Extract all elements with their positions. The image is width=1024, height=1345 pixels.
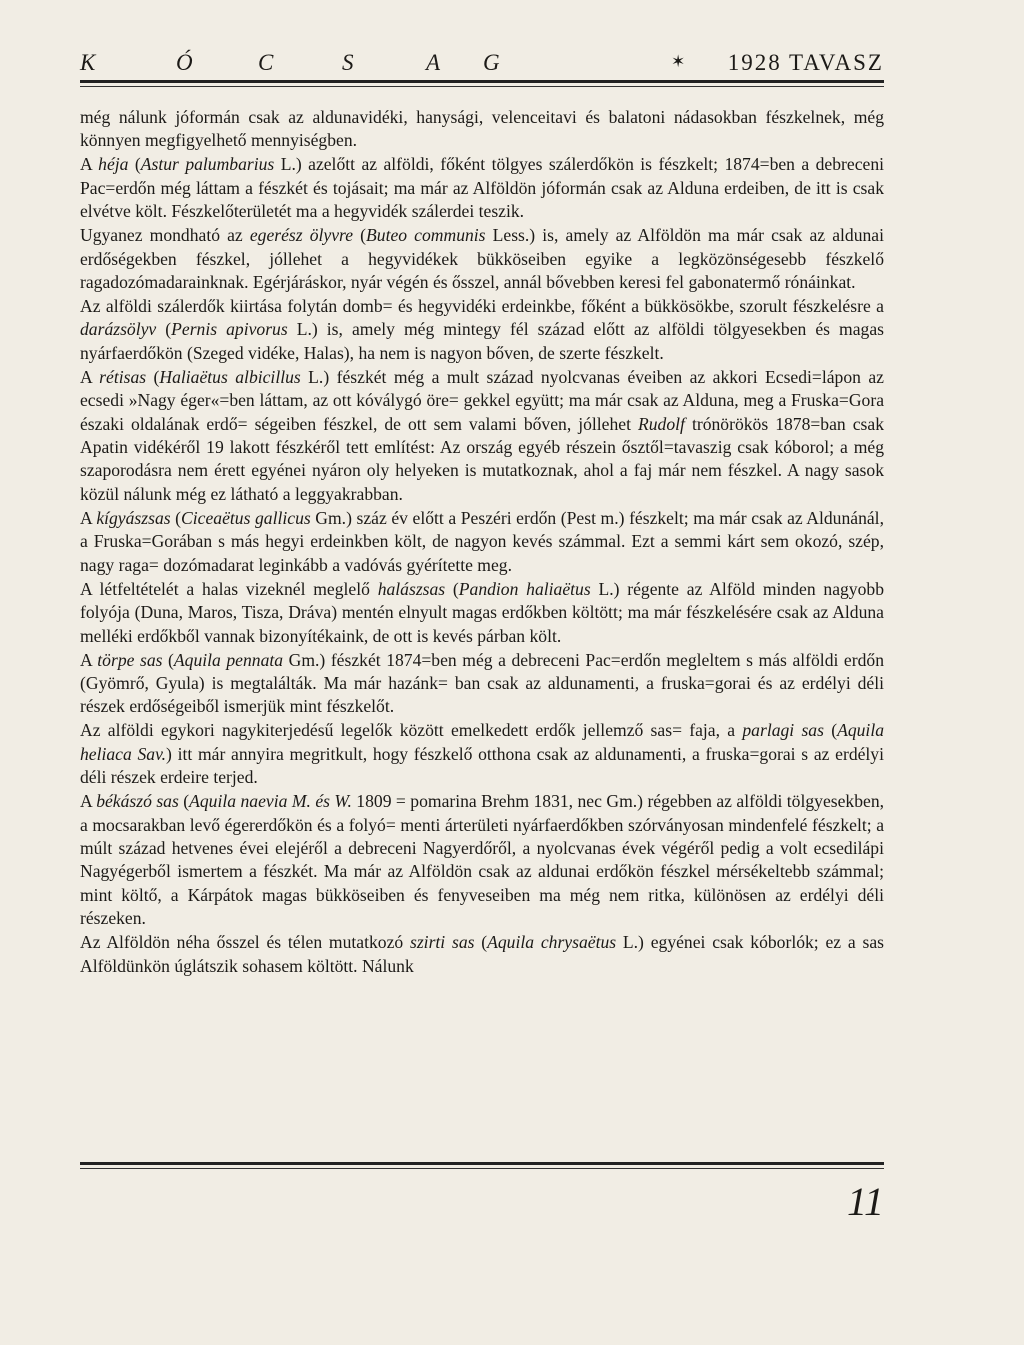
italic-term: egerész ölyvre xyxy=(249,225,354,246)
text-run: ( xyxy=(146,366,160,387)
italic-term: Rudolf xyxy=(638,413,685,434)
footer-rule-thick xyxy=(80,1162,884,1165)
text-run: A xyxy=(80,154,99,175)
text-run: ( xyxy=(178,791,190,812)
italic-term: darázsölyv xyxy=(80,319,157,340)
italic-term: parlagi sas xyxy=(742,720,824,741)
header-letter-s: S xyxy=(342,50,355,75)
text-run: ( xyxy=(445,578,459,599)
italic-term: héja xyxy=(98,154,129,175)
text-run: ( xyxy=(156,319,172,340)
italic-term: Haliaëtus albicillus xyxy=(159,366,301,387)
text-run: A xyxy=(80,649,98,670)
text-run: Gm.) fészkét 1874=ben még a debreceni Pac=erdőn megleltem s más alföldi erdőn (Gyömrő, Gyula) is megtalálták. Ma már hazánk= ban csak az aldunamenti, a fruska=gorai és az erdélyi déli részek erdőségeiből ismerjük mint fészkelőt. xyxy=(80,649,884,717)
text-run: L.) egyénei csak kóborlók; ez a sas Alföldünkön úglátszik sohasem költött. Nálunk xyxy=(80,932,885,976)
text-run: Az alföldi egykori nagykiterjedésű legelők között emelkedett erdők jellemző sas= faja, a xyxy=(80,720,743,741)
italic-term: halászsas xyxy=(377,578,446,599)
paragraph xyxy=(80,507,884,577)
italic-term: törpe sas xyxy=(97,649,163,670)
header-letter-o: Ó xyxy=(176,50,194,75)
header-letter-a: A xyxy=(426,50,442,75)
italic-term: szirti sas xyxy=(409,932,475,953)
text-run: A xyxy=(80,507,97,528)
text-run: Az Alföldön néha ősszel és télen mutatkozó xyxy=(80,932,410,953)
star-ornament-icon: ✶ xyxy=(671,52,687,71)
header-rule-thin xyxy=(80,86,884,87)
text-run: ( xyxy=(823,720,838,741)
text-run: Az alföldi szálerdők kiirtása folytán domb= és hegyvidéki erdeinkbe, főként a bükkösökbe, szorult fészkelésre a xyxy=(80,296,884,317)
text-run: A xyxy=(80,791,97,812)
italic-term: Aquila chrysaëtus xyxy=(487,932,617,953)
paragraph xyxy=(80,153,884,223)
text-run: A xyxy=(80,366,100,387)
text-run: még nálunk jóformán csak az aldunavidéki, hanysági, velenceitavi és balatoni nádasokban fészkelnek, még könnyen megfigyelhető mennyiségben. xyxy=(80,107,884,151)
body-text xyxy=(80,106,884,979)
text-run: L.) régente az Alföld minden nagyobb folyója (Duna, Maros, Tisza, Dráva) mentén elnyult magas erdőkben költött; ma már fészkelésére csak az Alduna melléki erdőkből vannak bizonyítékaink, de ott is kevés párban költ. xyxy=(80,578,884,646)
text-run: ( xyxy=(162,649,174,670)
paragraph xyxy=(80,295,884,365)
paragraph xyxy=(80,578,884,648)
text-run: L.) azelőtt az alföldi, főként tölgyes szálerdőkön is fészkelt; 1874=ben a debreceni Pac=erdőn még láttam a fészkét és tojásait; ma már az Alföldön jóformán csak az Alduna erdeiben, de itt is csak elvétve költ. Fészkelőterületét ma a hegyvidék szálerdei teszik. xyxy=(80,154,885,222)
italic-term: Aquila pennata xyxy=(173,649,284,670)
page-number: 11 xyxy=(846,1179,884,1224)
paragraph xyxy=(80,649,884,719)
text-run: ( xyxy=(128,154,141,175)
text-run: A létfeltételét a halas vizeknél meglelő xyxy=(80,578,378,599)
paragraph xyxy=(80,931,884,978)
text-run: Less.) is, amely az Alföldön ma már csak az aldunai erdőségekben fészkel, jóllehet a hegyvidékek bükköseiben egyike a legközönségesebb fészkelő ragadozómadarainknak. Egérjáráskor, nyár végén és ősszel, annál bővebben keresi fel gabonatermő rónáinkat. xyxy=(80,225,884,293)
italic-term: kígyászsas xyxy=(96,507,171,528)
text-run: L.) fészkét még a mult század nyolcvanas éveiben az akkori Ecsedi=lápon az ecsedi »Nagy éger«=ben láttam, az ott kóválygó öre= gekkel együtt; ma már csak az Alduna, meg a Fruska=Gora északi oldalának erdő= ségeiben fészkel, de ott sem valami bőven, jóllehet xyxy=(80,366,884,434)
italic-term: Aquila heliaca Sav. xyxy=(80,720,885,764)
paragraph xyxy=(80,366,884,506)
text-run: ( xyxy=(474,932,488,953)
text-run: L.) is, amely még mintegy fél század előtt az alföldi tölgyesekben és magas nyárfaerdőkön (Szeged vidéke, Halas), ha nem is nagyon bőven, de szerte fészkelt. xyxy=(80,319,884,363)
paragraph xyxy=(80,790,884,930)
header-letter-c: C xyxy=(258,50,275,75)
header-letter-g: G xyxy=(483,50,501,75)
text-run: Ugyanez mondható az xyxy=(80,225,250,246)
text-run: 1809 = pomarina Brehm 1831, nec Gm.) régebben az alföldi tölgyesekben, a mocsarakban levő égererdőkön és a folyó= menti árterületi nyárfaerdőkben szórványosan mindenfelé fészkelt; a múlt század hetvenes évei elejéről a debreceni Nagyerdőről, a nyolcvanas évek végéről pedig a volt ecsedilápi Nagyégerből ismertem a fészkét. Ma már az Alföldön csak az aldunai erdőkön fészkel mérsékeltebb számmal; mint költő, a Kárpátok magas bükköseiben és fenyveseiben ma még nem ritka, különösen az erdélyi déli részeken. xyxy=(80,791,885,929)
running-header xyxy=(80,48,884,82)
issue-label: 1928 TAVASZ xyxy=(727,50,884,75)
text-run: Gm.) száz év előtt a Peszéri erdőn (Pest m.) fészkelt; ma már csak az Aldunánál, a Fruska=Gorában s más hegyi erdeinkben költ, de nagyon kevés számmal. Ezt a semmi kárt sem okozó, szép, nagy raga= dozómadarat leginkább a vadóvás gyérítette meg. xyxy=(80,507,884,575)
italic-term: Astur palumbarius xyxy=(140,154,275,175)
italic-term: Pernis apivorus xyxy=(171,319,288,340)
header-rule-thick xyxy=(80,80,884,83)
text-run: ( xyxy=(353,225,367,246)
paragraph xyxy=(80,719,884,789)
footer-rule-thin xyxy=(80,1168,884,1169)
paragraph xyxy=(80,106,884,153)
paragraph xyxy=(80,224,884,294)
text-run: trónörökös 1878=ban csak Apatin vidékéről 19 lakott fészkéről tett említést: Az ország egyéb részein ősztől=tavaszig csak kóborol; a még szaporodásra nem érett egyénei nyáron oly helyeken is mutatkoznak, ahol a faj már nem fészkel. A nagy sasok közül nálunk még ez látható a leggyakrabban. xyxy=(80,413,884,504)
italic-term: Buteo communis xyxy=(366,225,486,246)
text-run: ) itt már annyira megritkult, hogy fészkelő otthona csak az aldunamenti, a fruska=gorai s az erdélyi déli részek erdeire terjed. xyxy=(80,743,884,788)
italic-term: rétisas xyxy=(99,366,147,387)
italic-term: Aquila naevia M. és W. xyxy=(189,791,352,812)
text-run: ( xyxy=(170,507,182,528)
header-letter-k: K xyxy=(80,50,97,75)
italic-term: békászó sas xyxy=(96,791,179,812)
italic-term: Ciceaëtus gallicus xyxy=(181,507,311,528)
italic-term: Pandion haliaëtus xyxy=(458,578,591,599)
